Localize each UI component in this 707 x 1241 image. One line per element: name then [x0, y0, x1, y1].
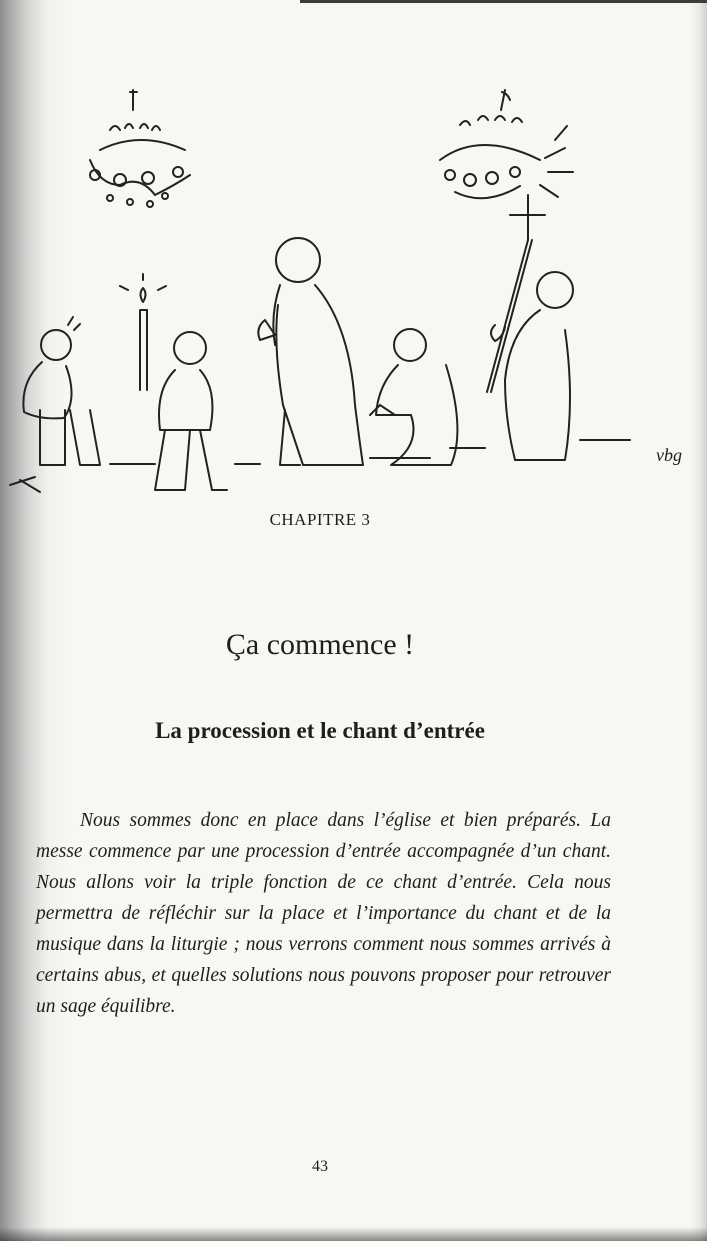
- processional-cross: [487, 195, 545, 392]
- page-top-edge: [300, 0, 707, 3]
- section-heading: La procession et le chant d’entrée: [155, 718, 485, 743]
- page-number: 43: [312, 1158, 328, 1175]
- chapter-label: CHAPITRE 3: [269, 510, 371, 529]
- figure-child-kneeling: [370, 329, 457, 465]
- illustrator-signature: vbg: [656, 445, 682, 465]
- figure-child-candle: [120, 274, 227, 490]
- figure-child-left: [10, 317, 100, 492]
- figure-child-crossbearer: [491, 272, 573, 460]
- left-chandelier: [90, 90, 190, 207]
- procession-illustration: [0, 80, 707, 500]
- figure-priest: [258, 238, 363, 465]
- page-bottom-edge: [0, 1227, 707, 1241]
- intro-paragraph: Nous sommes donc en place dans l’église et bien préparés. La messe commence par une procession d’entrée accompagnée d’un chant. Nous allons voir la triple fonction de ce chant d’entrée. Cela nous permettra de réfléchir sur la place et l’importance du chant et de la musique dans la liturgie ; nous verrons comment nous sommes arrivés à certains abus, et quelles solutions nous pouvons proposer pour retrouver un sage équilibre.: [36, 810, 611, 1017]
- right-chandelier: [440, 90, 573, 198]
- chapter-title: Ça commence !: [225, 628, 415, 661]
